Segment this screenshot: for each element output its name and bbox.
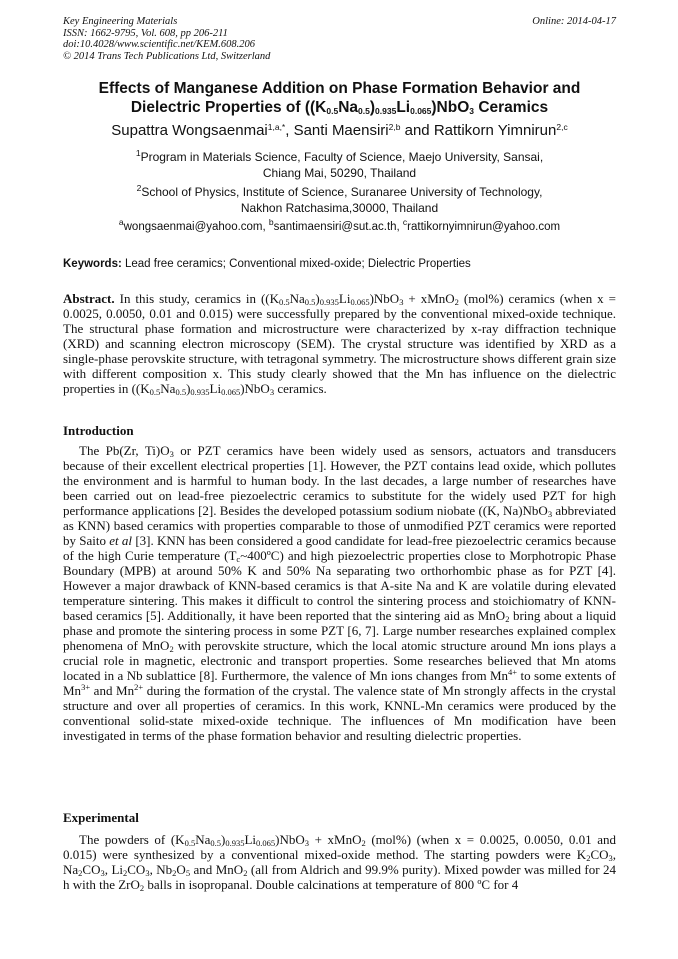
experimental-paragraph: The powders of $(K_{0.5}Na_{0.5})_{0.935}Li_{0.065})NbO_3$ + xMnO$_2$ (mol%) (when x = 0.0025, 0.0050, 0.01 and 0.015) were synthesized by a conventional mixed-oxide method. The starting powders were $K_2CO_3$, $Na_2CO_3$, $Li_2CO_3$, $Nb_2O_5$ and MnO$_2$ (all from Aldrich and 99.9% purity). Mixed powder was milled for 24 h with the ZrO$_2$ balls in isopropanal. Double calcinations at temperature of 800 ºC for 4 <box>63 832 617 893</box>
author-emails: $^a$wongsaenmai@yahoo.com, $^b$santimaensiri@sut.ac.th, $^c$rattikornyimnirun@yahoo.com <box>118 217 561 233</box>
author-list: Supattra Wongsaenmai$^{1,a,*}$, Santi Maensiri$^{2,b}$ and Rattikorn Yimnirun$^{2,c}$ <box>111 122 568 139</box>
title-line-2: Dielectric Properties of $((K_{0.5}Na_{0.5})_{0.935}Li_{0.065})NbO_3$ Ceramics <box>130 99 549 116</box>
journal-header <box>63 16 616 62</box>
keywords: Keywords: Lead free ceramics; Conventional mixed-oxide; Dielectric Properties <box>63 258 471 270</box>
paper-title <box>63 79 616 117</box>
abstract: Abstract. In this study, ceramics in $((K_{0.5}Na_{0.5})_{0.935}Li_{0.065})NbO_3$ + xMnO$_2$ (mol%) ceramics (when x = 0.0025, 0.0050, 0.01 and 0.015) were successfully prepared by the conventional mixed-oxide technique. The structural phase formation and microstructure were characterized by x-ray diffraction technique (XRD) and scanning electron microscopy (SEM). The crystal structure was identified by XRD as a single-phase perovskite structure, with tetragonal symmetry. The microstructure shows different grain size with different composition x. This study clearly showed that the Mn has influence on the dielectric properties in $((K_{0.5}Na_{0.5})_{0.935}Li_{0.065})NbO_3$ ceramics. <box>63 291 616 397</box>
doi: doi:10.4028/www.scientific.net/KEM.608.206 <box>63 39 255 50</box>
section-heading-experimental: Experimental <box>63 810 139 825</box>
affiliation-1: $^1$Program in Materials Science, Faculty of Science, Maejo University, Sansai, Chiang Mai, 50290, Thailand <box>135 148 544 180</box>
online-date: Online: 2014-04-17 <box>532 16 616 27</box>
issn: ISSN: 1662-9795, Vol. 608, pp 206-211 <box>63 27 228 39</box>
journal-name: Key Engineering Materials <box>63 16 178 27</box>
title-line-1: Effects of Manganese Addition on Phase Formation Behavior and <box>98 80 581 97</box>
section-heading-introduction: Introduction <box>63 423 134 438</box>
keywords-label: Keywords: <box>63 258 122 270</box>
introduction-paragraph: The Pb(Zr, $Ti)O_3$ or PZT ceramics have been widely used as sensors, actuators and transducers because of their excellent electrical properties [1]. However, the PZT contains lead oxide, which pollutes the environment and is harmful to human body. In the last decades, a large number of researches have been carried out on lead-free piezoelectric ceramics to substitute for the widely used PZT for high performance applications [2]. Besides the developed potassium sodium niobate ((K, Na)NbO$_3$ abbreviated as KNN) based ceramics with properties comparable to those of unmodified PZT ceramics were reported by Saito et al [3]. KNN has been considered a good candidate for lead-free piezoelectric ceramics because of the high Curie temperature $(T_c\sim 400ºC)$ and high piezoelectric properties close to Morphotropic Phase Boundary (MPB) at around 50% K and 50% Na separating two orthorhombic phase as for PZT [4]. However a major drawback of KNN-based ceramics is that A-site Na and K are volatile during elevated temperature sintering. This makes it difficult to control the sintering process and stoichiomatry of KNN-based ceramics [5]. Additionally, it have been reported that the sintering aid as MnO$_2$ bring about a liquid phase and promote the sintering process in some PZT [6, 7]. Large number researches explained complex phenomena of MnO$_2$ with perovskite structure, which the local atomic structure around Mn ions plays a crucial role in magnetic, electronic and transport properties. Some researches believed that Mn atoms located in a Nb sublattice [8]. Furthermore, the valence of Mn ions changes from $Mn^{4+}$ to some extents of $Mn^{3+}$ and $Mn^{2+}$ during the formation of the crystal. The valence state of Mn strongly affects in the crystal structure and over all properties of ceramics. In this work, KNNL-Mn ceramics were produced by the conventional solid-state mixed-oxide technique. The influences of Mn modification have been investigated in terms of the phase formation behavior and resulting dielectric properties. <box>63 443 617 743</box>
affiliation-2: $^2$School of Physics, Institute of Science, Suranaree University of Technology, Nakhon Ratchasima,30000, Thailand <box>136 183 543 215</box>
copyright: © 2014 Trans Tech Publications Ltd, Switzerland <box>63 50 271 62</box>
abstract-label: Abstract. <box>63 291 115 306</box>
